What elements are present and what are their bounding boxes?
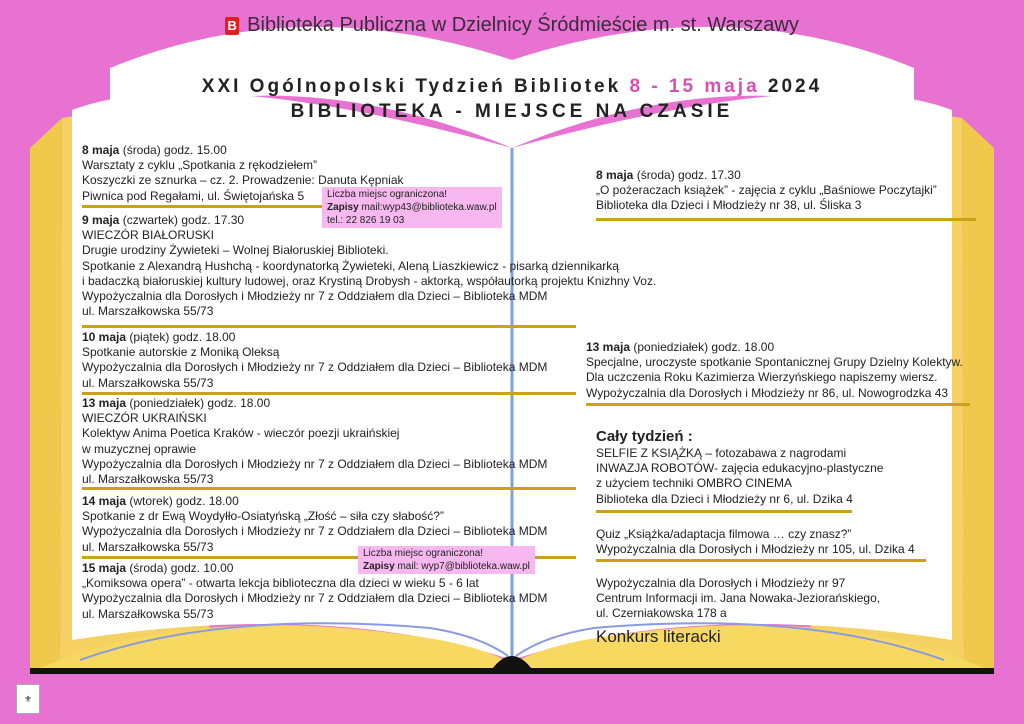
event-line: i badaczką białoruskiej kultury ludowej, oraz Krystiną Drobysh - aktorką, współautorką projektu Knizhny Voz. [82,273,657,288]
event-line: w muzycznej oprawie [82,441,197,456]
divider [82,392,576,395]
event-line: ul. Marszałkowska 55/73 [82,375,214,390]
event-line: Wypożyczalnia dla Dorosłych i Młodzieży nr 7 z Oddziałem dla Dzieci – Biblioteka MDM [82,524,548,539]
event-time: (wtorek) godz. 18.00 [126,494,239,508]
event-time: (środa) godz. 10.00 [126,561,234,575]
note-line: Liczba miejsc ograniczona! [327,189,448,200]
event-line: WIECZÓR BIAŁORUSKI [82,228,215,243]
event-line: Piwnica pod Regałami, ul. Świętojańska 5 [82,188,305,203]
event-title [0,76,1024,98]
warsaw-crest-icon: ⚜ [16,684,40,714]
note-line: mail:wyp43@biblioteka.waw.pl [358,202,497,213]
event-time: (poniedziałek) godz. 18.00 [630,340,775,354]
divider [596,510,852,513]
event-line: Quiz „Książka/adaptacja filmowa … czy znasz?” [596,527,852,541]
event-line: Warsztaty z cyklu „Spotkania z rękodziełem” [82,158,317,173]
event-line: Spotkanie z Alexandrą Hushchą - koordynatorką Żywieteki, Aleną Liaszkiewicz - pisarką dziennikarką [82,258,619,273]
event-time: (środa) godz. 15.00 [119,143,227,157]
event-block [82,330,547,391]
event-date: 14 maja [82,494,127,508]
event-time: (środa) godz. 17.30 [633,168,741,182]
note-bold: Zapisy [363,561,395,572]
divider [82,205,322,208]
event-block [82,561,547,622]
note-line: Liczba miejsc ograniczona! [363,548,484,559]
event-line: Wypożyczalnia dla Dorosłych i Młodzieży nr 7 z Oddziałem dla Dzieci – Biblioteka MDM [82,591,548,606]
event-line: SELFIE Z KSIĄŻKĄ – fotozabawa z nagrodami [596,446,847,460]
event-date: 9 maja [82,213,120,227]
divider [596,218,976,221]
event-line: Koszyczki ze sznurka – cz. 2. Prowadzenie: Danuta Kępniak [82,173,404,188]
divider [586,403,970,406]
divider [82,325,576,328]
event-year: 2024 [767,76,823,97]
event-line: ul. Marszałkowska 55/73 [82,606,214,621]
event-title-main: XXI Ogólnopolski Tydzień Bibliotek [201,76,622,97]
event-line: Wypożyczalnia dla Dorosłych i Młodzieży nr 7 z Oddziałem dla Dzieci – Biblioteka MDM [82,360,548,375]
event-line: Kolektyw Anima Poetica Kraków - wieczór poezji ukraińskiej [82,426,400,441]
library-name: Biblioteka Publiczna w Dzielnicy Śródmieście m. st. Warszawy [247,14,799,36]
event-date: 8 maja [82,143,120,157]
divider [82,487,576,490]
event-line: INWAZJA ROBOTÓW- zajęcia edukacyjno-plastyczne [596,461,884,476]
event-date: 8 maja [596,168,634,182]
week-block [596,576,880,622]
event-line: Biblioteka dla Dzieci i Młodzieży nr 38, ul. Śliska 3 [596,198,862,213]
event-line: „O pożeraczach książek” - zajęcia z cyklu „Baśniowe Poczytajki” [596,183,937,198]
event-block [586,340,963,401]
library-logo-icon: B [225,17,239,35]
event-line: Spotkanie autorskie z Moniką Oleksą [82,345,280,360]
note-line: tel.: 22 826 19 03 [327,215,405,226]
event-dates: 8 - 15 maja [629,76,760,97]
event-time: (poniedziałek) godz. 18.00 [126,396,271,410]
library-header [0,14,1024,37]
event-line: Wypożyczalnia dla Dorosłych i Młodzieży nr 86, ul. Nowogrodzka 43 [586,385,949,400]
event-line: ul. Marszałkowska 55/73 [82,304,214,319]
event-date: 10 maja [82,330,127,344]
week-block [596,446,883,507]
event-time: (czwartek) godz. 17.30 [119,213,245,227]
event-line: WIECZÓR UKRAIŃSKI [82,411,207,426]
event-line: Centrum Informacji im. Jana Nowaka-Jeziorańskiego, [596,591,881,606]
event-line: Wypożyczalnia dla Dorosłych i Młodzieży nr 97 [596,576,846,590]
note-bold: Zapisy [327,202,359,213]
week-block [596,527,915,557]
event-line: ul. Marszałkowska 55/73 [82,539,214,554]
event-line: Wypożyczalnia dla Dorosłych i Młodzieży nr 7 z Oddziałem dla Dzieci – Biblioteka MDM [82,289,548,304]
note-line: mail: wyp7@biblioteka.waw.pl [394,561,530,572]
event-date: 13 maja [586,340,631,354]
event-date: 13 maja [82,396,127,410]
divider [596,559,926,562]
whole-week-title: Cały tydzień : [596,428,693,445]
event-block [596,168,937,214]
event-line: Drugie urodziny Żywieteki – Wolnej Białoruskiej Biblioteki. [82,243,389,258]
event-line: Biblioteka dla Dzieci i Młodzieży nr 6, ul. Dzika 4 [596,491,853,506]
event-line: „Komiksowa opera” - otwarta lekcja biblioteczna dla dzieci w wieku 5 - 6 lat [82,576,479,591]
event-subtitle: BIBLIOTEKA - MIEJSCE NA CZASIE [290,101,734,122]
event-block [82,213,656,319]
event-time: (piątek) godz. 18.00 [126,330,236,344]
event-line: Specjalne, uroczyste spotkanie Spontanicznej Grupy Dzielny Kolektyw. [586,355,963,370]
event-line: Wypożyczalnia dla Dorosłych i Młodzieży nr 7 z Oddziałem dla Dzieci – Biblioteka MDM [82,456,548,471]
event-line: ul. Czerniakowska 178 a [596,606,727,621]
event-line: Spotkanie z dr Ewą Woydyłło-Osiatyńską „Złość – siła czy słabość?” [82,509,444,524]
event-line: ul. Marszałkowska 55/73 [82,472,214,487]
event-line: Dla uczczenia Roku Kazimierza Wierzyńskiego napiszemy wiersz. [586,370,938,385]
literary-contest: Konkurs literacki [596,627,721,646]
event-date: 15 maja [82,561,127,575]
event-line: Wypożyczalnia dla Dorosłych i Młodzieży nr 105, ul. Dzika 4 [596,542,915,557]
event-line: z użyciem techniki OMBRO CINEMA [596,476,793,491]
event-block [82,396,547,487]
